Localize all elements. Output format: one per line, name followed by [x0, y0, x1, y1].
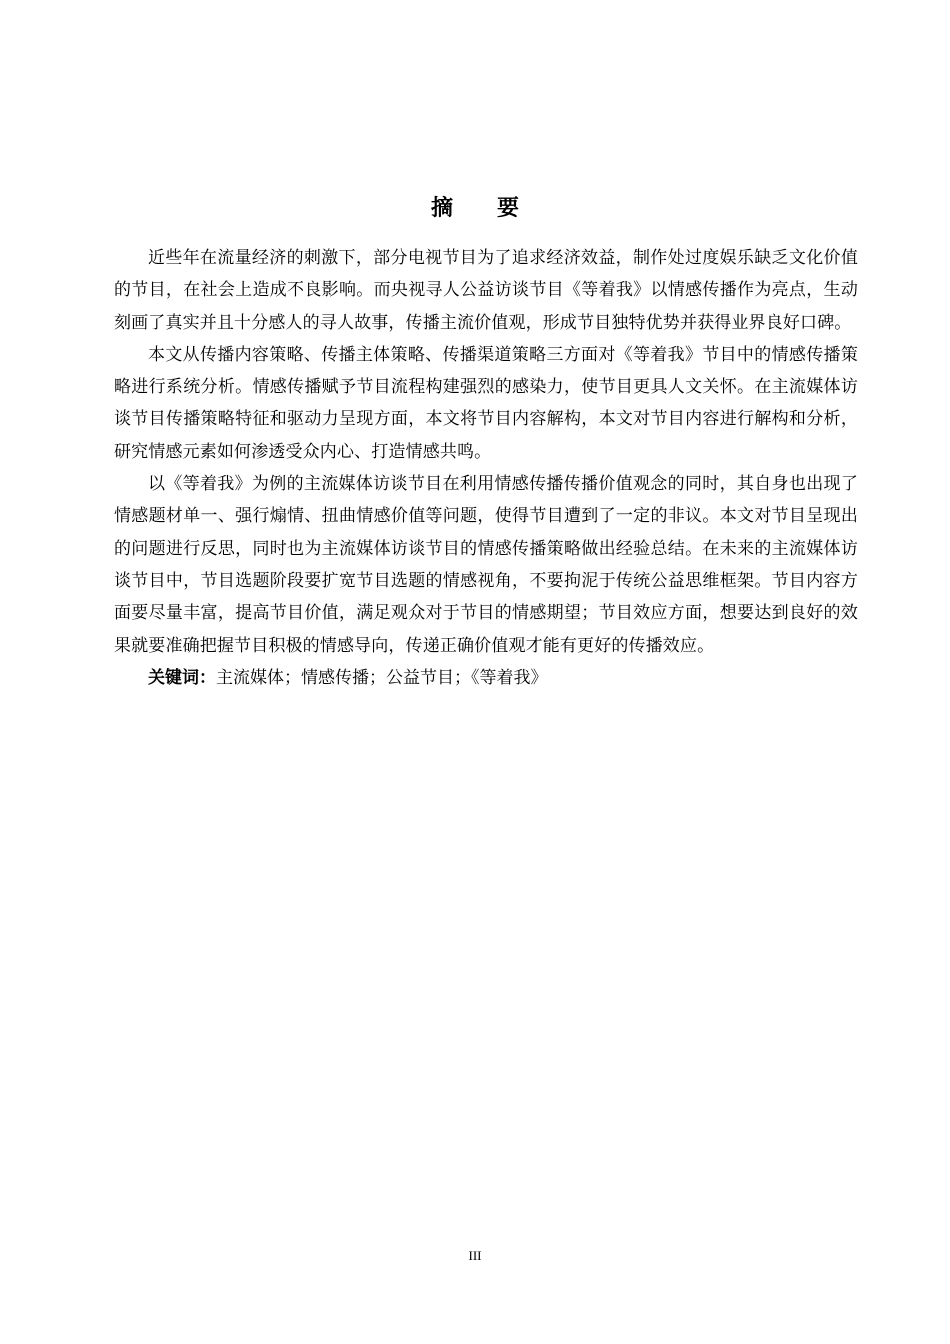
keywords-label: 关键词： [148, 667, 216, 688]
keywords-text: 主流媒体；情感传播；公益节目；《等着我》 [216, 667, 548, 688]
abstract-paragraph-2: 本文从传播内容策略、传播主体策略、传播渠道策略三方面对《等着我》节目中的情感传播策略进行系统分析。情感传播赋予节目流程构建强烈的感染力，使节目更具人文关怀。在主流媒体访谈节目传播策略特征和驱动力呈现方面，本文将节目内容解构，本文对节目内容进行解构和分析，研究情感元素如何渗透受众内心、打造情感共鸣。 [114, 344, 858, 462]
abstract-title [0, 191, 950, 227]
abstract-paragraph-3: 以《等着我》为例的主流媒体访谈节目在利用情感传播传播价值观念的同时，其自身也出现了情感题材单一、强行煽情、扭曲情感价值等问题，使得节目遭到了一定的非议。本文对节目呈现出的问题进行反思，同时也为主流媒体访谈节目的情感传播策略做出经验总结。在未来的主流媒体访谈节目中，节目选题阶段要扩宽节目选题的情感视角，不要拘泥于传统公益思维框架。节目内容方面要尽量丰富，提高节目价值，满足观众对于节目的情感期望；节目效应方面，想要达到良好的效果就要准确把握节目积极的情感导向，传递正确价值观才能有更好的传播效应。 [114, 474, 858, 656]
abstract-title-char-2: 要 [497, 195, 520, 221]
abstract-body [114, 242, 858, 694]
keywords-line [114, 662, 858, 694]
abstract-paragraph-1: 近些年在流量经济的刺激下，部分电视节目为了追求经济效益，制作处过度娱乐缺乏文化价值的节目，在社会上造成不良影响。而央视寻人公益访谈节目《等着我》以情感传播作为亮点，生动刻画了真实并且十分感人的寻人故事，传播主流价值观，形成节目独特优势并获得业界良好口碑。 [114, 248, 858, 333]
page-number: III [468, 1248, 482, 1263]
abstract-title-char-1: 摘 [430, 195, 453, 221]
